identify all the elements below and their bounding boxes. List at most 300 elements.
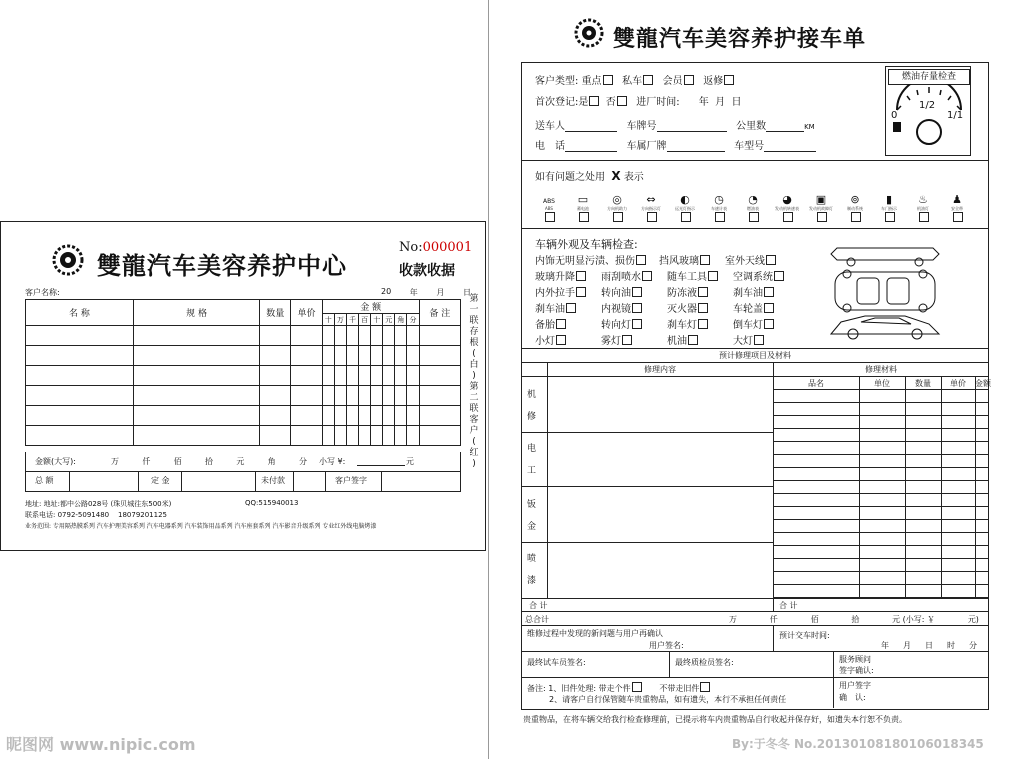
amount-unit: 十 — [371, 314, 383, 326]
headlight-icon: ◐ — [680, 193, 690, 206]
table-cell[interactable] — [395, 346, 407, 366]
checkbox[interactable] — [576, 287, 586, 297]
exterior-check-item — [667, 332, 698, 347]
checkbox[interactable] — [622, 335, 632, 345]
copy-char: 二 — [469, 393, 479, 403]
exterior-item-label: 内视镜 — [601, 304, 631, 315]
checkbox[interactable] — [579, 212, 589, 222]
checkbox[interactable] — [632, 319, 642, 329]
table-cell[interactable] — [419, 326, 460, 346]
table-cell[interactable] — [291, 386, 322, 406]
grid-line — [773, 519, 989, 520]
checkbox[interactable] — [715, 212, 725, 222]
table-cell[interactable] — [26, 426, 134, 446]
upper-unit: 万 — [111, 457, 119, 466]
grid-line — [521, 432, 773, 433]
table-row — [26, 326, 461, 346]
exterior-check-item — [535, 332, 566, 347]
col-name: 名 称 — [26, 300, 134, 326]
table-cell[interactable] — [26, 366, 134, 386]
notes-line2: 2、请客户自行保管随车贵重物品，如有遗失，本行不承担任何责任 — [549, 695, 787, 704]
checkbox[interactable] — [576, 271, 586, 281]
grid-line — [773, 571, 989, 572]
grid-line — [773, 441, 989, 442]
grand-unit: 元) — [967, 615, 979, 624]
table-cell[interactable] — [133, 406, 259, 426]
checkbox[interactable] — [632, 303, 642, 313]
repair-category: 机修 — [527, 390, 537, 422]
table-cell[interactable] — [322, 326, 334, 346]
exterior-check-item — [535, 252, 646, 267]
total-upper-label: 金额(大写): — [35, 457, 76, 466]
table-cell[interactable] — [371, 366, 383, 386]
checkbox[interactable] — [684, 75, 694, 85]
checkbox[interactable] — [764, 287, 774, 297]
grid-line — [773, 454, 989, 455]
copy-char: ) — [472, 371, 476, 381]
car-diagram-icon — [825, 242, 947, 344]
final-inspector-label: 最终质检员签名: — [675, 658, 734, 667]
final-tester-label: 最终试车员签名: — [527, 658, 586, 667]
checkbox[interactable] — [681, 212, 691, 222]
material-col-header: 数量 — [915, 379, 931, 388]
speedometer-icon: ◷ — [714, 193, 724, 206]
checkbox[interactable] — [700, 255, 710, 265]
table-cell[interactable] — [419, 406, 460, 426]
checkbox[interactable] — [708, 271, 718, 281]
grid-line — [773, 402, 989, 403]
sheet-title: 雙龍汽车美容养护接车单 — [613, 26, 867, 52]
copy-char: ) — [472, 459, 476, 469]
table-cell[interactable] — [419, 346, 460, 366]
estimate-title: 预计修理项目及材料 — [719, 351, 791, 360]
table-cell[interactable] — [334, 406, 346, 426]
exterior-item-label: 转向油 — [601, 288, 631, 299]
checkbox[interactable] — [698, 287, 708, 297]
checkbox[interactable] — [642, 271, 652, 281]
table-cell[interactable] — [346, 346, 358, 366]
receipt-subtitle: 收款收据 — [399, 263, 455, 279]
checkbox[interactable] — [724, 75, 734, 85]
checkbox[interactable] — [851, 212, 861, 222]
service-advisor-label: 服务顾问 — [839, 655, 871, 664]
copy-char: 第 — [469, 294, 479, 304]
table-cell[interactable] — [334, 366, 346, 386]
checkbox[interactable] — [698, 319, 708, 329]
table-cell[interactable] — [291, 406, 322, 426]
material-col-header: 单价 — [950, 379, 966, 388]
grid-line — [773, 493, 989, 494]
user-sign-label: 用户签名: — [649, 641, 684, 650]
watermark-right: By:于冬冬 No.20130108180106018345 — [732, 737, 984, 751]
table-cell[interactable] — [133, 326, 259, 346]
copy-char: 白 — [469, 360, 479, 370]
grand-unit: 仟 — [769, 615, 778, 624]
table-cell[interactable] — [291, 346, 322, 366]
exterior-item-label: 随车工具 — [667, 272, 707, 283]
exterior-item-label: 刹车灯 — [667, 320, 697, 331]
exterior-check-item — [667, 284, 708, 299]
address: 地址: 地址:都中公路028号 (珠贝城往东500米) — [25, 500, 172, 508]
table-cell[interactable] — [383, 346, 395, 366]
vehicle-info-row1: 送车人 车牌号 公里数 KM — [535, 121, 815, 132]
grid-line — [773, 584, 989, 585]
checkbox[interactable] — [817, 212, 827, 222]
table-cell[interactable] — [26, 386, 134, 406]
checkbox[interactable] — [617, 96, 627, 106]
table-row — [26, 386, 461, 406]
table-cell[interactable] — [346, 326, 358, 346]
warning-label: 方向指示灯 — [641, 206, 661, 211]
exterior-item-label: 倒车灯 — [733, 320, 763, 331]
table-cell[interactable] — [359, 346, 371, 366]
exterior-item-label: 大灯 — [733, 336, 753, 347]
grid-line — [859, 376, 860, 598]
engine-icon: ▣ — [815, 193, 827, 206]
confirm-label: 确 认: — [839, 693, 866, 702]
copy-char: 第 — [469, 382, 479, 392]
warning-label: 燃油表 — [747, 206, 759, 211]
table-cell[interactable] — [419, 386, 460, 406]
checkbox[interactable] — [636, 255, 646, 265]
grid-line — [773, 376, 989, 377]
table-cell[interactable] — [371, 346, 383, 366]
exterior-item-label: 防冻液 — [667, 288, 697, 299]
repair-content-header: 修理内容 — [644, 365, 676, 374]
repair-material-header: 修理材料 — [865, 365, 897, 374]
col-price: 单价 — [291, 300, 322, 326]
total-lower-unit: 元 — [406, 457, 414, 466]
exterior-check-item — [535, 316, 566, 331]
checkbox[interactable] — [613, 212, 623, 222]
table-cell[interactable] — [395, 406, 407, 426]
grid-line — [773, 415, 989, 416]
copy-indicator — [467, 294, 481, 470]
table-cell[interactable] — [346, 406, 358, 426]
col-qty: 数量 — [260, 300, 291, 326]
receipt-form — [0, 221, 486, 551]
table-cell[interactable] — [260, 406, 291, 426]
sign-confirm-label: 签字确认: — [839, 666, 874, 675]
logo-icon — [51, 244, 87, 276]
checkbox[interactable] — [953, 212, 963, 222]
exterior-check-item — [725, 252, 776, 267]
upper-unit: 仟 — [142, 457, 151, 466]
exterior-check-item — [733, 268, 784, 283]
receipt-number: No:000001 — [399, 240, 473, 255]
repair-category: 喷漆 — [527, 554, 537, 586]
exterior-check-item — [659, 252, 710, 267]
issue-hint: 如有问题之处用 X 表示 — [535, 169, 644, 183]
table-cell[interactable] — [407, 366, 419, 386]
grand-total-units — [729, 614, 979, 625]
exterior-check-item — [601, 332, 632, 347]
amount-unit: 千 — [346, 314, 358, 326]
checkbox[interactable] — [698, 303, 708, 313]
copy-char: 存 — [469, 327, 479, 337]
checkbox[interactable] — [749, 212, 759, 222]
table-cell[interactable] — [371, 386, 383, 406]
copy-char: ( — [472, 437, 476, 447]
upper-unit: 佰 — [173, 457, 182, 466]
table-cell[interactable] — [346, 426, 358, 446]
exterior-item-label: 室外天线 — [725, 256, 765, 267]
table-cell[interactable] — [133, 386, 259, 406]
grand-unit: 元 (小写: ￥ — [892, 615, 936, 624]
checkbox[interactable] — [919, 212, 929, 222]
checkbox[interactable] — [566, 303, 576, 313]
material-col-header: 品名 — [808, 379, 824, 388]
checkbox[interactable] — [764, 319, 774, 329]
checkbox[interactable] — [754, 335, 764, 345]
checkbox[interactable] — [688, 335, 698, 345]
exterior-item-label: 刹车油 — [733, 288, 763, 299]
checkbox[interactable] — [643, 75, 653, 85]
checkbox[interactable] — [647, 212, 657, 222]
col-spec: 规 格 — [133, 300, 259, 326]
table-cell[interactable] — [133, 366, 259, 386]
grand-total-label: 总合计 — [525, 615, 549, 624]
customer-name-label: 客户名称: — [25, 288, 60, 297]
table-cell[interactable] — [383, 326, 395, 346]
table-cell[interactable] — [133, 426, 259, 446]
first-registration: 首次登记:是 否 进厂时间: 年 月 日 — [535, 97, 742, 108]
fuel-mark-full: 1/1 — [947, 110, 964, 121]
table-row — [26, 426, 461, 446]
table-cell[interactable] — [26, 326, 134, 346]
exterior-item-label: 挡风玻璃 — [659, 256, 699, 267]
warning-label: 发动机故障灯 — [809, 206, 833, 211]
exterior-item-label: 小灯 — [535, 336, 555, 347]
exterior-check-item — [667, 268, 718, 283]
total-upper-units — [111, 456, 307, 467]
table-cell[interactable] — [359, 406, 371, 426]
table-cell[interactable] — [371, 426, 383, 446]
copy-char: ( — [472, 349, 476, 359]
business-scope: 业务范围: 专用隔热膜系列 汽车护理美容系列 汽车电器系列 汽车装饰用品系列 汽车座套系列 汽车影音升级系列 专业红外线电脑烤漆 — [25, 523, 377, 530]
table-cell[interactable] — [359, 366, 371, 386]
table-cell[interactable] — [322, 366, 334, 386]
notes-line1: 备注: 1、旧件处理: 带走个件 不带走旧件 — [527, 682, 710, 694]
delivery-unit: 年 — [881, 641, 889, 650]
table-cell[interactable] — [407, 326, 419, 346]
table-cell[interactable] — [359, 386, 371, 406]
warning-label: 蓄电池 — [577, 206, 589, 211]
checkbox[interactable] — [556, 335, 566, 345]
warning-item — [669, 193, 701, 224]
checkbox[interactable] — [603, 75, 613, 85]
warning-label: 机油灯 — [917, 206, 929, 211]
checkbox[interactable] — [556, 319, 566, 329]
table-cell[interactable] — [260, 426, 291, 446]
sum-label: 总 额 — [35, 476, 54, 485]
grid-line — [773, 480, 989, 481]
exterior-item-label: 车轮盖 — [733, 304, 763, 315]
table-cell[interactable] — [334, 386, 346, 406]
exterior-check-item — [733, 332, 764, 347]
checkbox[interactable] — [700, 682, 710, 692]
warning-label: 发动机转速表 — [775, 206, 799, 211]
warning-item — [601, 193, 633, 224]
copy-char: 户 — [469, 426, 479, 436]
warning-item — [941, 193, 973, 224]
grid-line — [773, 467, 989, 468]
table-cell[interactable] — [419, 366, 460, 386]
amount-unit: 百 — [359, 314, 371, 326]
material-col-header: 金额 — [975, 379, 991, 388]
exterior-item-label: 雨刮喷水 — [601, 272, 641, 283]
warning-label: 制动系统 — [847, 206, 863, 211]
amount-unit: 十 — [322, 314, 334, 326]
exterior-item-label: 玻璃升降 — [535, 272, 575, 283]
table-cell[interactable] — [260, 366, 291, 386]
copy-char: 客 — [469, 415, 479, 425]
unpaid-label: 未付款 — [261, 476, 285, 485]
table-cell[interactable] — [334, 426, 346, 446]
exterior-item-label: 机油 — [667, 336, 687, 347]
checkbox[interactable] — [632, 682, 642, 692]
grand-unit: 万 — [729, 615, 737, 624]
grid-line — [547, 362, 548, 598]
warning-label: 安全带 — [951, 206, 963, 211]
exterior-check-item — [601, 300, 642, 315]
table-cell[interactable] — [383, 366, 395, 386]
exterior-check-item — [667, 316, 708, 331]
checkbox[interactable] — [783, 212, 793, 222]
table-cell[interactable] — [322, 426, 334, 446]
table-cell[interactable] — [407, 426, 419, 446]
checkbox[interactable] — [885, 212, 895, 222]
exterior-item-label: 转向灯 — [601, 320, 631, 331]
customer-sign-label: 客户签字 — [335, 476, 367, 485]
exterior-item-label: 雾灯 — [601, 336, 621, 347]
table-cell[interactable] — [291, 326, 322, 346]
amount-unit: 角 — [395, 314, 407, 326]
exterior-check-item — [601, 268, 652, 283]
seatbelt-icon: ♟ — [952, 193, 962, 206]
grid-line — [773, 532, 989, 533]
warning-label: ABS — [545, 206, 553, 211]
delivery-unit: 时 — [947, 641, 955, 650]
table-cell[interactable] — [395, 326, 407, 346]
upper-unit: 角 — [267, 457, 276, 466]
customer-type: 客户类型: 重点 私车 会员 返修 — [535, 72, 734, 87]
warning-item — [703, 193, 735, 224]
checkbox[interactable] — [774, 271, 784, 281]
repair-category: 电工 — [527, 444, 537, 476]
qq: QQ:515940013 — [245, 499, 299, 507]
table-row — [26, 346, 461, 366]
warning-item — [839, 193, 871, 224]
table-cell[interactable] — [291, 426, 322, 446]
fuel-title: 燃油存量检查 — [888, 69, 970, 85]
table-cell[interactable] — [395, 426, 407, 446]
table-cell[interactable] — [383, 406, 395, 426]
table-cell[interactable] — [260, 326, 291, 346]
warning-item — [907, 193, 939, 224]
copy-char: 联 — [469, 316, 479, 326]
delivery-unit: 日 — [925, 641, 933, 650]
checkbox[interactable] — [589, 96, 599, 106]
table-cell[interactable] — [359, 326, 371, 346]
table-row — [26, 366, 461, 386]
table-cell[interactable] — [346, 386, 358, 406]
table-cell[interactable] — [395, 366, 407, 386]
grand-unit: 拾 — [851, 615, 860, 624]
table-cell[interactable] — [291, 366, 322, 386]
table-cell[interactable] — [346, 366, 358, 386]
table-cell[interactable] — [407, 386, 419, 406]
turn-signal-icon: ⇔ — [646, 193, 656, 206]
warning-label: 远光灯指示 — [675, 206, 695, 211]
table-cell[interactable] — [419, 426, 460, 446]
receipt-title: 雙龍汽车美容养护中心 — [97, 251, 347, 280]
table-cell[interactable] — [383, 386, 395, 406]
table-cell[interactable] — [260, 346, 291, 366]
warning-item — [567, 193, 599, 224]
exterior-check-item — [601, 284, 642, 299]
table-cell[interactable] — [133, 346, 259, 366]
warning-item — [771, 193, 803, 224]
exterior-check-item — [733, 300, 774, 315]
exterior-check-item — [733, 316, 774, 331]
copy-char: 联 — [469, 404, 479, 414]
checkbox[interactable] — [632, 287, 642, 297]
table-cell[interactable] — [334, 326, 346, 346]
checkbox[interactable] — [764, 303, 774, 313]
table-row — [26, 406, 461, 426]
abs-icon: ABS — [543, 198, 555, 205]
table-cell[interactable] — [371, 326, 383, 346]
upper-unit: 拾 — [204, 457, 213, 466]
table-cell[interactable] — [26, 346, 134, 366]
warning-item — [635, 193, 667, 224]
footer-note: 贵重物品，在将车辆交给我行检查修理前，已提示将车内贵重物品自行收起并保存好，如遗失本行恕不负责。 — [523, 715, 907, 724]
table-cell[interactable] — [371, 406, 383, 426]
table-cell[interactable] — [334, 346, 346, 366]
table-cell[interactable] — [322, 346, 334, 366]
copy-char: 红 — [469, 448, 479, 458]
exterior-check-item — [667, 300, 708, 315]
delivery-unit: 月 — [903, 641, 911, 650]
table-cell[interactable] — [407, 406, 419, 426]
table-cell[interactable] — [322, 386, 334, 406]
grid-line — [905, 376, 906, 598]
table-cell[interactable] — [26, 406, 134, 426]
upper-unit: 分 — [298, 457, 307, 466]
table-cell[interactable] — [383, 426, 395, 446]
grid-line — [975, 376, 976, 598]
checkbox[interactable] — [545, 212, 555, 222]
exterior-item-label: 灭火器 — [667, 304, 697, 315]
checkbox[interactable] — [766, 255, 776, 265]
table-cell[interactable] — [260, 386, 291, 406]
brake-icon: ⊚ — [850, 193, 860, 206]
table-cell[interactable] — [395, 386, 407, 406]
table-cell[interactable] — [407, 346, 419, 366]
exterior-item-label: 备胎 — [535, 320, 555, 331]
fuel-gauge-icon: ◔ — [748, 193, 758, 206]
table-cell[interactable] — [322, 406, 334, 426]
job-sheet — [488, 0, 1024, 759]
door-icon: ▮ — [885, 193, 893, 206]
exterior-check-item — [535, 300, 576, 315]
table-cell[interactable] — [359, 426, 371, 446]
battery-icon: ▭ — [577, 193, 589, 206]
grid-line — [521, 542, 773, 543]
steering-icon: ◎ — [612, 193, 622, 206]
exterior-check-item — [601, 316, 642, 331]
